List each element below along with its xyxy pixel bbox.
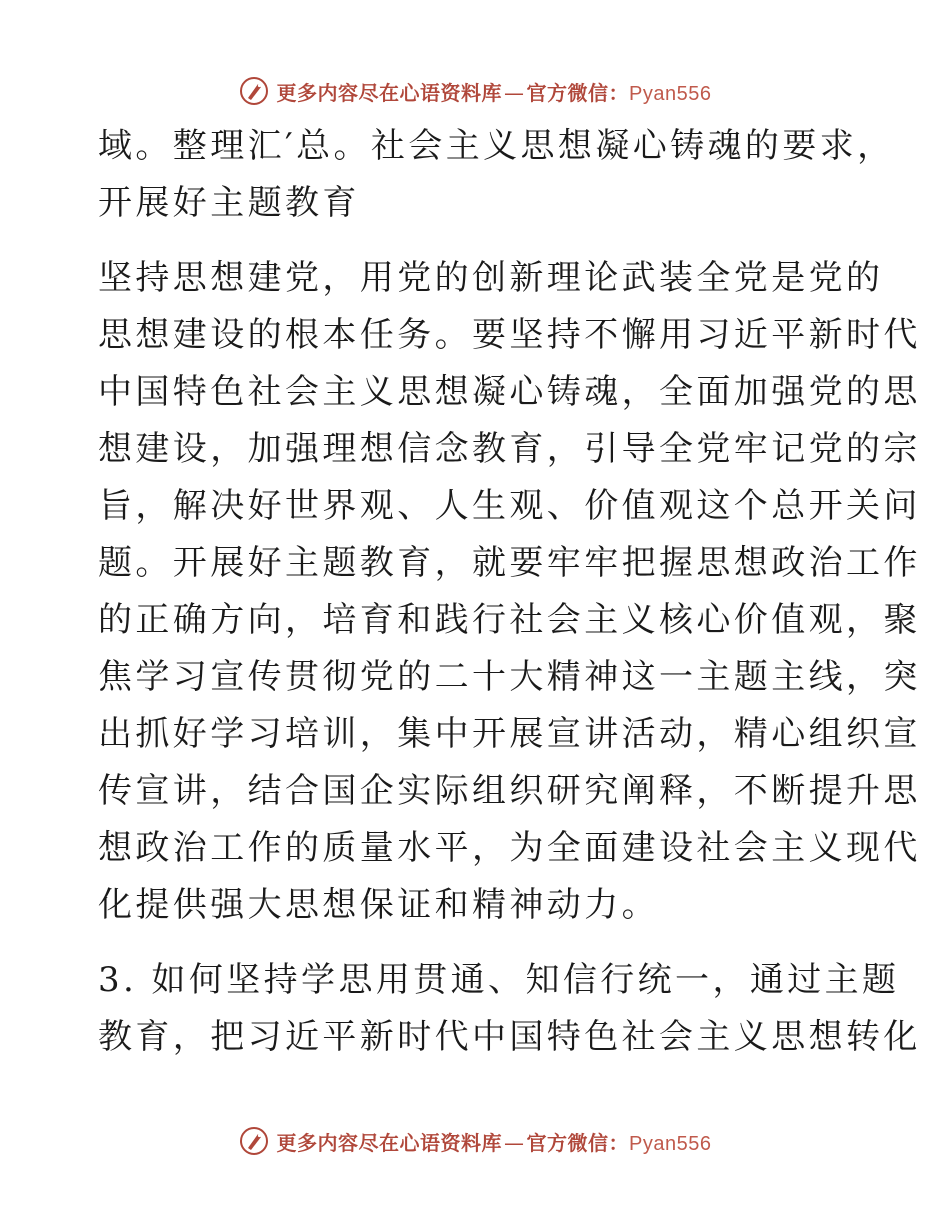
document-body bbox=[98, 118, 921, 1066]
watermark-suffix: 官方微信： bbox=[526, 1130, 630, 1155]
watermark-dash: — bbox=[504, 1130, 525, 1155]
watermark-suffix: 官方微信： bbox=[526, 80, 630, 105]
text-line: 思想建设的根本任务。要坚持不懈用习近平新时代 bbox=[98, 315, 921, 355]
watermark-brand: 更多内容尽在心语资料库 bbox=[276, 1130, 503, 1155]
text-line: 域。整理汇′总。社会主义思想凝心铸魂的要求， bbox=[98, 126, 895, 166]
text-line: 想建设，加强理想信念教育，引导全党牢记党的宗 bbox=[98, 429, 921, 469]
watermark-brand: 更多内容尽在心语资料库 bbox=[276, 80, 503, 105]
text-line: 想政治工作的质量水平，为全面建设社会主义现代 bbox=[98, 828, 921, 868]
text-line: 焦学习宣传贯彻党的二十大精神这一主题主线，突 bbox=[98, 657, 921, 697]
text-line: 中国特色社会主义思想凝心铸魂，全面加强党的思 bbox=[98, 372, 921, 412]
text-line: 的正确方向，培育和践行社会主义核心价值观，聚 bbox=[98, 600, 921, 640]
watermark-dash: — bbox=[504, 80, 525, 105]
text-line: 旨，解决好世界观、人生观、价值观这个总开关问 bbox=[98, 486, 921, 526]
text-line: 教育，把习近平新时代中国特色社会主义思想转化 bbox=[98, 1017, 921, 1057]
text-line: 开展好主题教育 bbox=[98, 183, 360, 223]
footer-watermark bbox=[0, 1121, 950, 1161]
paragraph-2 bbox=[98, 250, 921, 934]
paragraph-1 bbox=[98, 118, 895, 232]
header-watermark bbox=[0, 71, 950, 111]
watermark-handle: Pyan556 bbox=[629, 1132, 712, 1155]
pen-nib-logo-icon bbox=[239, 1126, 269, 1156]
text-line: 化提供强大思想保证和精神动力。 bbox=[98, 885, 659, 925]
watermark-handle: Pyan556 bbox=[629, 82, 712, 105]
text-line: 出抓好学习培训，集中开展宣讲活动，精心组织宣 bbox=[98, 714, 921, 754]
text-line: 传宣讲，结合国企实际组织研究阐释，不断提升思 bbox=[98, 771, 921, 811]
text-line: 3. 如何坚持学思用贯通、知信行统一，通过主题 bbox=[98, 960, 900, 1000]
text-line: 题。开展好主题教育，就要牢牢把握思想政治工作 bbox=[98, 543, 921, 583]
paragraph-3 bbox=[98, 952, 921, 1066]
pen-nib-logo-icon bbox=[239, 76, 269, 106]
text-line: 坚持思想建党，用党的创新理论武装全党是党的 bbox=[98, 258, 884, 298]
